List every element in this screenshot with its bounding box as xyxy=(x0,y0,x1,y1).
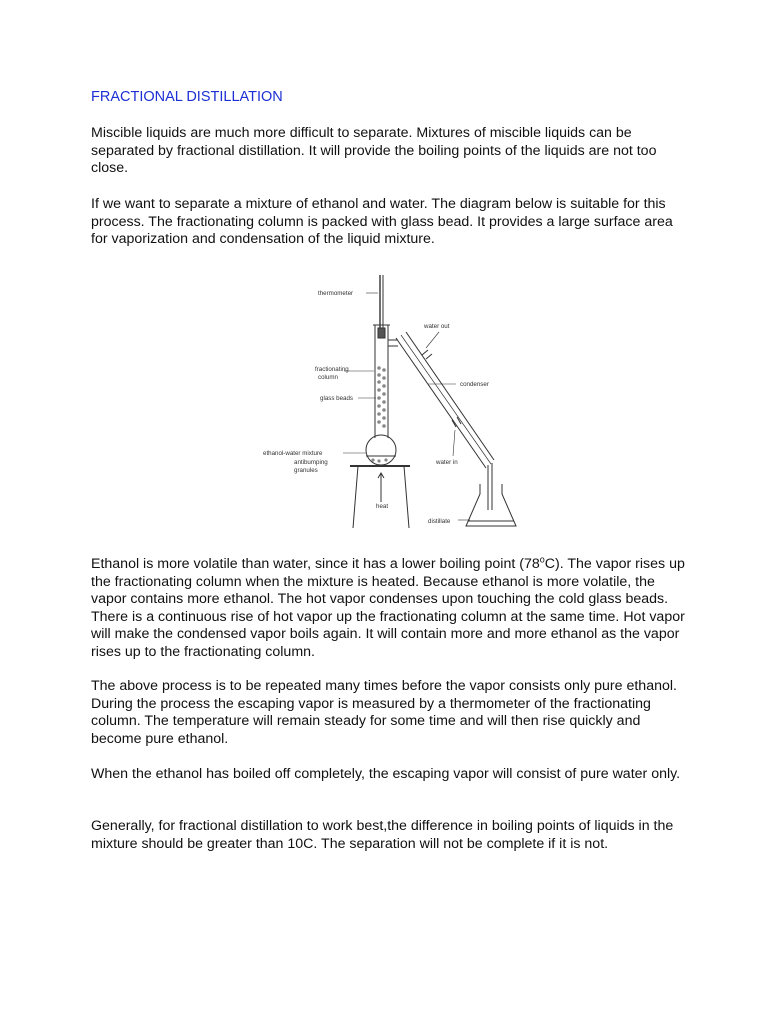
degree-superscript: o xyxy=(539,554,545,565)
label-distillate: distillate xyxy=(428,518,451,525)
label-heat: heat xyxy=(376,503,389,510)
label-granules: granules xyxy=(294,467,318,474)
paragraph-volatility-part2: C). The vapor rises up the fractionating column when the mixture is heated. Because ethanol is more volatile, the vapor contains more ethanol. The hot vapor condenses upon touching the cold glass beads. There is a continuous rise of hot vapor up the fractionating column at the same time. Hot vapor will make the condensed vapor boils again. It will contain more and more ethanol as the vapor rises up to the fractionating column. xyxy=(91,556,685,660)
label-water-out: water out xyxy=(424,323,450,330)
paragraph-volatility xyxy=(91,556,691,661)
paragraph-repeated-process: The above process is to be repeated many times before the vapor consists only pure ethanol. During the process the escaping vapor is measured by a thermometer of the fractionating column. The temperature will remain steady for some time and will then rise quickly and become pure ethanol. xyxy=(91,678,677,747)
page-title: FRACTIONAL DISTILLATION xyxy=(91,89,283,105)
label-antibumping: antibumping xyxy=(294,459,328,466)
label-water-in: water in xyxy=(436,459,458,466)
paragraph-intro: Miscible liquids are much more difficult to separate. Mixtures of miscible liquids can be separated by fractional distillation. It will provide the boiling points of the liquids are not too close. xyxy=(91,125,657,176)
apparatus-drawing xyxy=(258,270,528,532)
label-thermometer: thermometer xyxy=(318,290,354,297)
label-ethanol-water-mixture: ethanol-water mixture xyxy=(263,450,323,457)
paragraph-boiling-difference: Generally, for fractional distillation to work best,the difference in boiling points of liquids in the mixture should be greater than 10C. The separation will not be complete if it is not. xyxy=(91,818,674,852)
label-column: column xyxy=(318,374,338,381)
paragraph-volatility-part1: Ethanol is more volatile than water, since it has a lower boiling point (78 xyxy=(91,556,540,572)
paragraph-water-only: When the ethanol has boiled off completely, the escaping vapor will consist of pure water only. xyxy=(91,766,681,782)
label-fractionating: fractionating xyxy=(315,366,349,373)
distillation-diagram xyxy=(258,270,528,532)
glass-beads xyxy=(371,366,387,462)
label-glass-beads: glass beads xyxy=(320,395,354,402)
label-condenser: condenser xyxy=(460,381,489,388)
paragraph-ethanol-water: If we want to separate a mixture of ethanol and water. The diagram below is suitable for this process. The fractionating column is packed with glass bead. It provides a large surface area for vaporization and condensation of the liquid mixture. xyxy=(91,196,673,247)
